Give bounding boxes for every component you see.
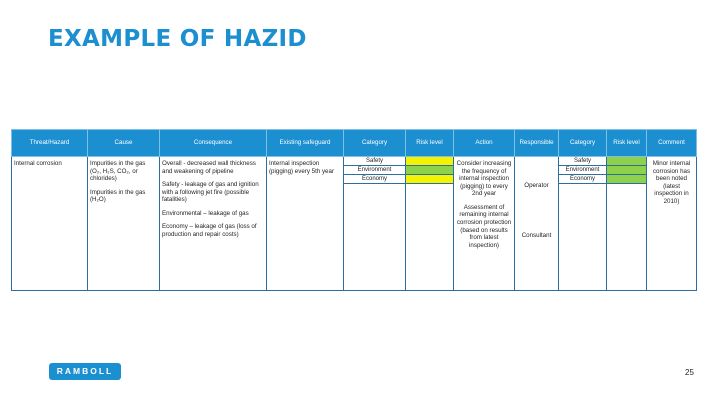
action-cell <box>454 157 515 291</box>
consequence-text: Economy – leakage of gas (loss of production and repair costs) <box>162 223 257 238</box>
risk-level-environment <box>406 166 453 175</box>
consequence-text: Environmental – leakage of gas <box>162 209 249 217</box>
action-text: Assessment of remaining internal corrosion protection (based on results from latest inspection) <box>456 203 512 249</box>
comment-text: Minor internal corrosion has been noted (latest inspection in 2010) <box>652 160 691 205</box>
category-cell <box>344 157 406 291</box>
cause-text: Impurities in the gas (H₂O) <box>90 188 146 204</box>
risk-level-safety <box>406 157 453 166</box>
risk-level-after-environment <box>607 166 646 175</box>
action-text: Consider increasing the frequency of internal inspection (pigging) to every 2nd year <box>456 160 512 198</box>
header-risk-level: Risk level <box>406 130 454 157</box>
risk-level-economy <box>406 175 453 184</box>
page-number: 25 <box>685 368 694 377</box>
category-after-economy: Economy <box>559 175 606 184</box>
header-category-after: Category <box>559 130 607 157</box>
risk-level-cell <box>406 157 454 291</box>
header-threat-hazard: Threat/Hazard <box>12 130 88 157</box>
category-safety: Safety <box>344 157 405 166</box>
hazid-table <box>11 129 697 291</box>
safeguard-text: Internal inspection (pigging) every 5th year <box>269 160 335 175</box>
table-header-row <box>12 130 697 157</box>
category-after-cell <box>559 157 607 291</box>
consequence-cell <box>160 157 267 291</box>
comment-cell <box>647 157 697 291</box>
slide-title: EXAMPLE OF HAZID <box>48 26 307 52</box>
header-category: Category <box>344 130 406 157</box>
header-existing-safeguard: Existing safeguard <box>267 130 344 157</box>
cause-text: Impurities in the gas (O₂, H₂S, CO₂, or chlorides) <box>90 160 146 183</box>
risk-level-after-cell <box>607 157 647 291</box>
header-responsible: Responsible <box>515 130 559 157</box>
header-consequence: Consequence <box>160 130 267 157</box>
consequence-text: Overall - decreased wall thickness and weakening of pipeline <box>162 160 256 175</box>
risk-level-after-economy <box>607 175 646 184</box>
category-after-environment: Environment <box>559 166 606 175</box>
ramboll-logo: RAMBOLL <box>49 363 121 380</box>
responsible-cell <box>515 157 559 291</box>
risk-level-after-safety <box>607 157 646 166</box>
safeguard-cell <box>267 157 344 291</box>
header-cause: Cause <box>88 130 160 157</box>
responsible-text: Operator <box>524 182 549 189</box>
category-after-safety: Safety <box>559 157 606 166</box>
table-row <box>12 157 697 291</box>
threat-cell <box>12 157 88 291</box>
header-comment: Comment <box>647 130 697 157</box>
threat-text: Internal corrosion <box>14 160 62 167</box>
category-environment: Environment <box>344 166 405 175</box>
header-action: Action <box>454 130 515 157</box>
category-economy: Economy <box>344 175 405 184</box>
header-risk-level-after: Risk level <box>607 130 647 157</box>
consequence-text: Safety - leakage of gas and ignition with a following jet fire (possible fatalities) <box>162 181 259 204</box>
cause-cell <box>88 157 160 291</box>
responsible-text: Consultant <box>521 231 552 239</box>
